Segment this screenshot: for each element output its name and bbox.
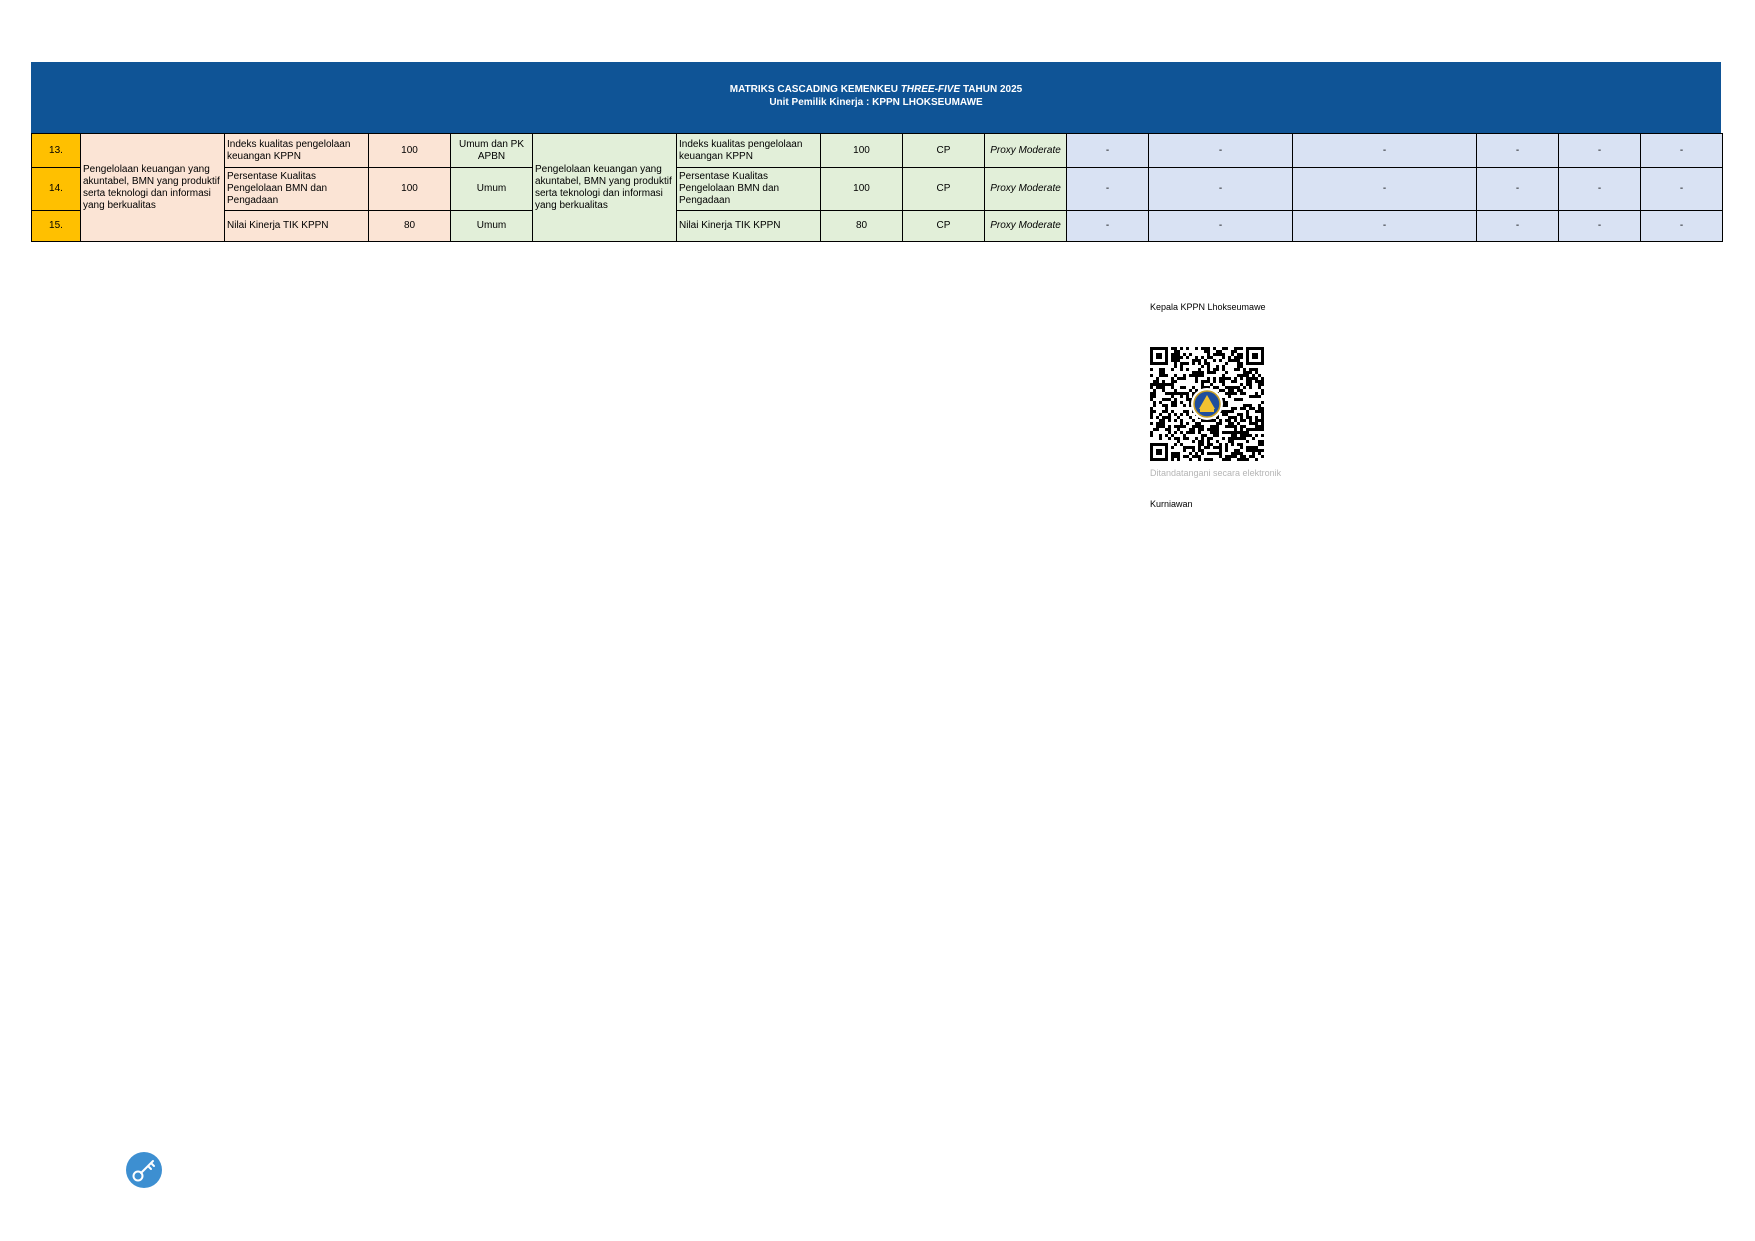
proxy-cell: Proxy Moderate: [985, 211, 1067, 242]
dash-cell: -: [1293, 168, 1477, 211]
key-logo-icon: [126, 1152, 162, 1188]
iku-name-cell: Nilai Kinerja TIK KPPN: [225, 211, 369, 242]
target-cell: 100: [369, 134, 451, 168]
target-unit-cell: 100: [821, 168, 903, 211]
dash-cell: -: [1293, 134, 1477, 168]
cascading-table: [31, 133, 1723, 242]
iku-unit-cell: Nilai Kinerja TIK KPPN: [677, 211, 821, 242]
dash-cell: -: [1641, 168, 1723, 211]
dash-cell: -: [1067, 134, 1149, 168]
signatory-title: Kepala KPPN Lhokseumawe: [1150, 302, 1266, 312]
table-row: [32, 134, 1723, 168]
cp-cell: CP: [903, 134, 985, 168]
jenis-cell: Umum dan PK APBN: [451, 134, 533, 168]
target-unit-cell: 80: [821, 211, 903, 242]
target-cell: 80: [369, 211, 451, 242]
dash-cell: -: [1641, 134, 1723, 168]
dash-cell: -: [1067, 211, 1149, 242]
qr-code-icon: [1150, 347, 1264, 461]
dash-cell: -: [1641, 211, 1723, 242]
cp-cell: CP: [903, 168, 985, 211]
dash-cell: -: [1149, 211, 1293, 242]
dash-cell: -: [1477, 134, 1559, 168]
iku-unit-cell: Persentase Kualitas Pengelolaan BMN dan Pengadaan: [677, 168, 821, 211]
kemenkeu-emblem-icon: [1191, 388, 1223, 420]
jenis-cell: Umum: [451, 168, 533, 211]
dash-cell: -: [1559, 168, 1641, 211]
dash-cell: -: [1559, 211, 1641, 242]
target-unit-cell: 100: [821, 134, 903, 168]
signatory-name: Kurniawan: [1150, 499, 1193, 509]
row-number: 13.: [32, 134, 81, 168]
dash-cell: -: [1149, 168, 1293, 211]
dash-cell: -: [1293, 211, 1477, 242]
proxy-cell: Proxy Moderate: [985, 168, 1067, 211]
sasaran-strategis-cell: Pengelolaan keuangan yang akuntabel, BMN yang produktif serta teknologi dan informasi yang berkualitas: [81, 134, 225, 242]
header-banner: [31, 62, 1721, 133]
sasaran-unit-cell: Pengelolaan keuangan yang akuntabel, BMN yang produktif serta teknologi dan informasi yang berkualitas: [533, 134, 677, 242]
iku-unit-cell: Indeks kualitas pengelolaan keuangan KPPN: [677, 134, 821, 168]
table-row: [32, 168, 1723, 211]
jenis-cell: Umum: [451, 211, 533, 242]
cp-cell: CP: [903, 211, 985, 242]
dash-cell: -: [1559, 134, 1641, 168]
target-cell: 100: [369, 168, 451, 211]
iku-name-cell: Indeks kualitas pengelolaan keuangan KPPN: [225, 134, 369, 168]
row-number: 14.: [32, 168, 81, 211]
dash-cell: -: [1149, 134, 1293, 168]
iku-name-cell: Persentase Kualitas Pengelolaan BMN dan Pengadaan: [225, 168, 369, 211]
page-title: MATRIKS CASCADING KEMENKEU THREE-FIVE TAHUN 2025: [729, 84, 1023, 95]
e-signature-note: Ditandatangani secara elektronik: [1150, 468, 1282, 478]
dash-cell: -: [1477, 211, 1559, 242]
proxy-cell: Proxy Moderate: [985, 134, 1067, 168]
dash-cell: -: [1477, 168, 1559, 211]
page-subtitle: Unit Pemilik Kinerja : KPPN LHOKSEUMAWE: [769, 97, 983, 108]
row-number: 15.: [32, 211, 81, 242]
dash-cell: -: [1067, 168, 1149, 211]
table-row: [32, 211, 1723, 242]
